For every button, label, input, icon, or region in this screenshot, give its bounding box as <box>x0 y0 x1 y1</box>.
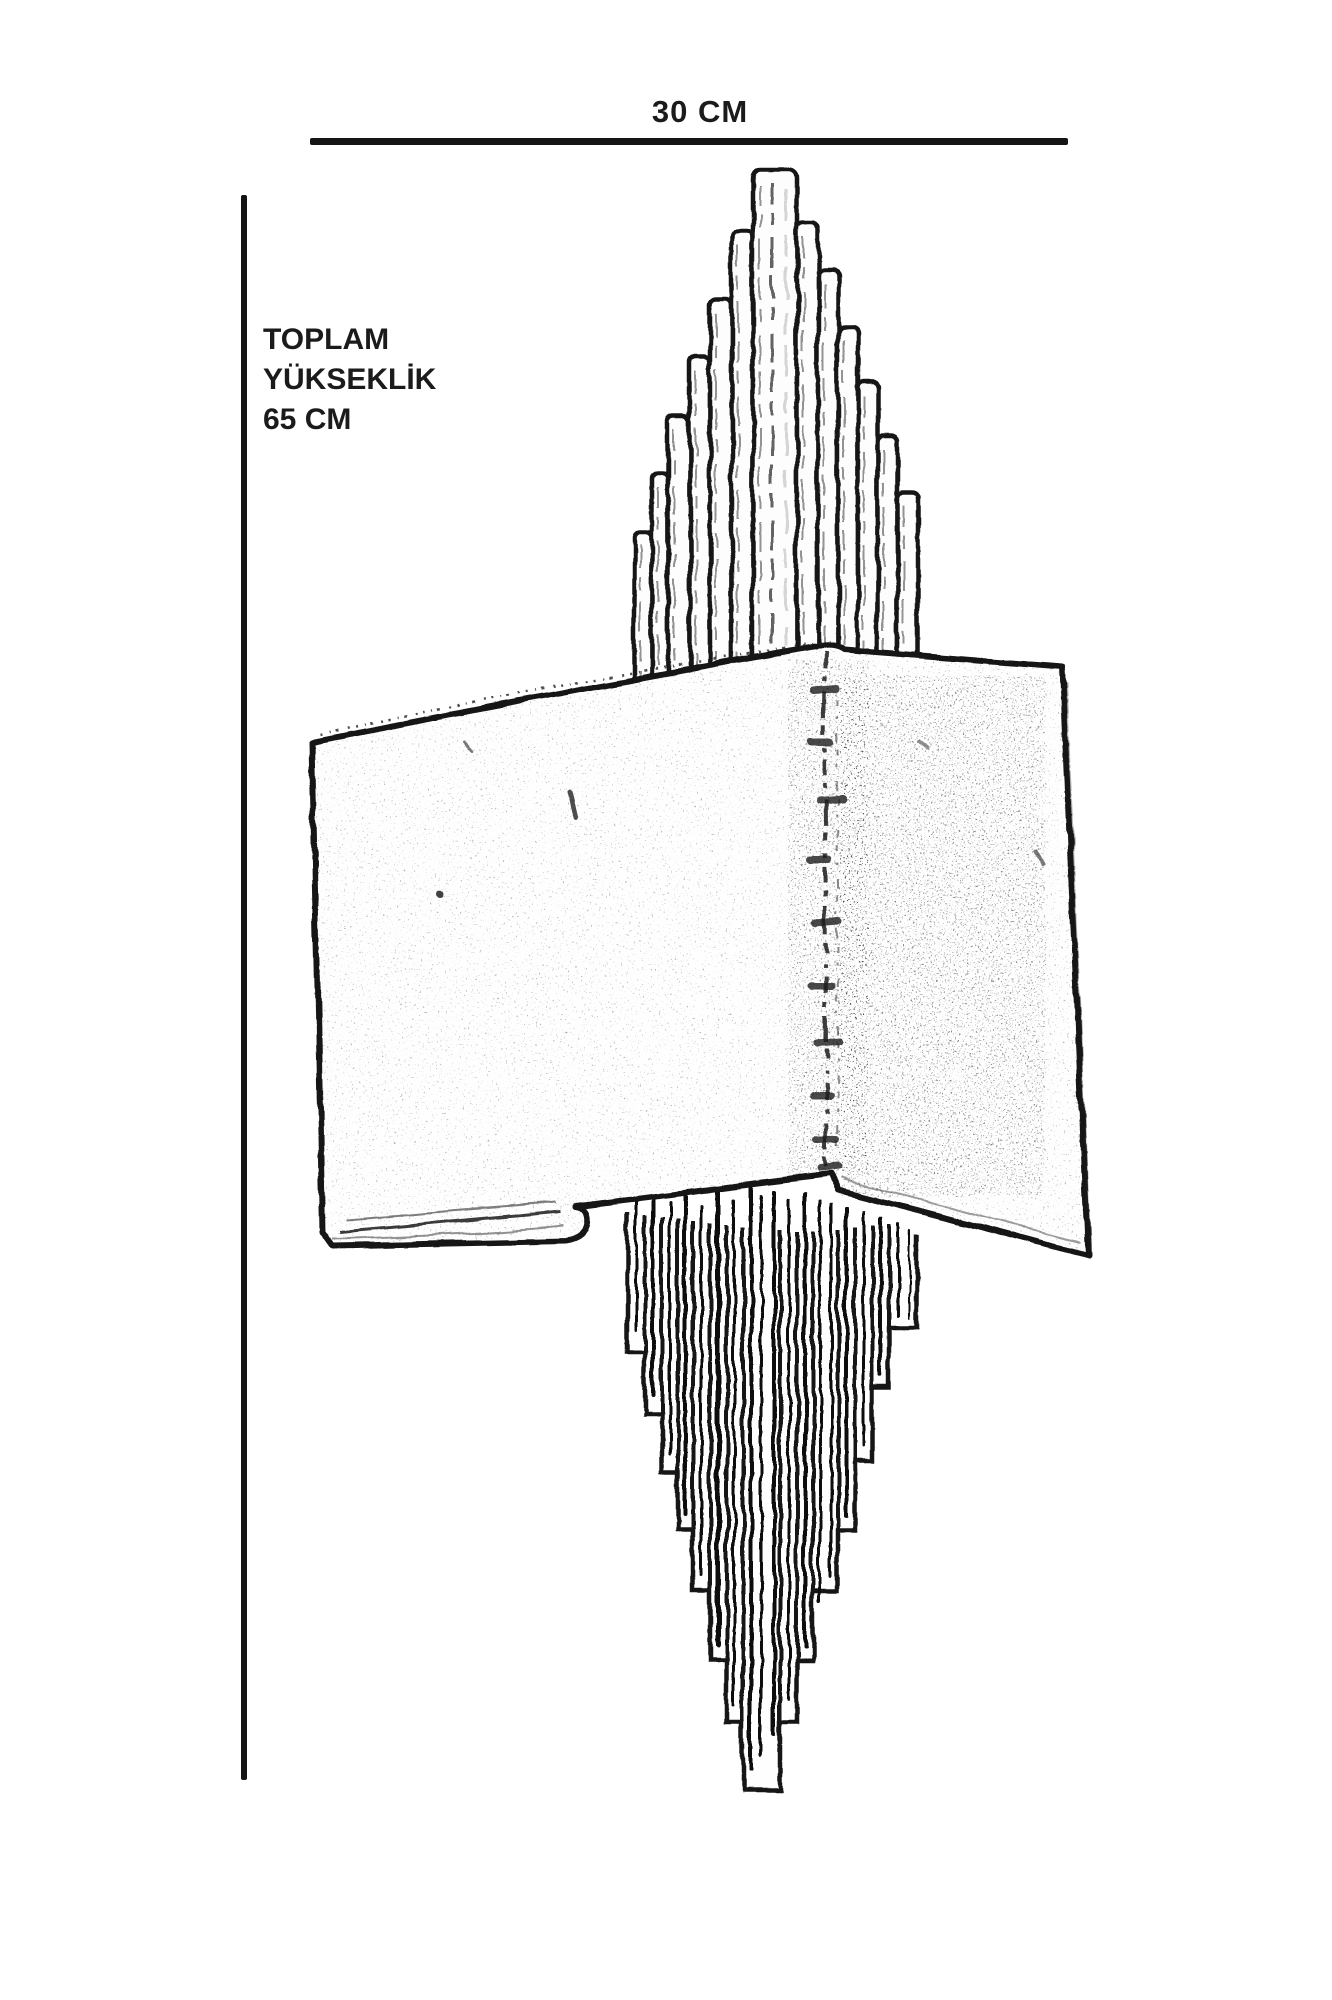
tube <box>818 272 838 702</box>
height-label-line-1: TOPLAM <box>263 323 390 356</box>
tube <box>797 222 818 702</box>
shade-texture-dense <box>840 676 1045 1196</box>
bottom-tube-cluster <box>627 1188 917 1790</box>
height-label-line-2: YÜKSEKLİK <box>263 363 437 396</box>
tube <box>732 232 753 702</box>
tube <box>652 472 668 702</box>
tube <box>710 300 732 702</box>
top-tube-cluster <box>634 170 918 702</box>
width-dimension-label: 30 CM <box>651 94 749 129</box>
tube <box>668 415 690 702</box>
lampshade <box>312 642 1090 1256</box>
tube <box>690 357 710 702</box>
height-label-line-3: 65 CM <box>263 403 352 436</box>
